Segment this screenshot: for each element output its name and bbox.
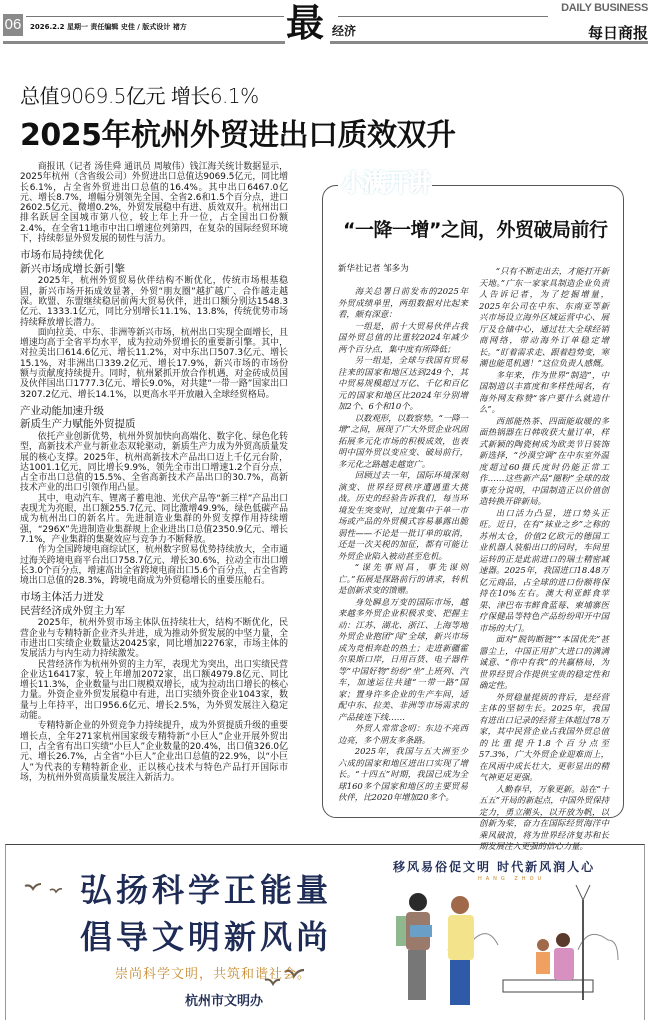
paragraph: 以数观形，以数察势。“一降一增”之间，展现了广大外贸企业巩固拓展多元化市场的积极成效，也表明中国外贸以变应变、破局前行，多元化之路越走越宽广。 [338, 412, 468, 469]
ad-right-subtitle: HANG ZHOU [478, 876, 546, 882]
section-heading: 市场主体活力迸发 [20, 591, 104, 604]
article-subtitle: 总值9069.5亿元 增长6.1% [20, 84, 259, 108]
ad-illustration [388, 880, 633, 1020]
sidebar-column-2 [479, 266, 609, 853]
section-heading: 产业动能加速升级 [20, 404, 104, 417]
paragraph: 依托产业创新优势，杭州外贸加快向高端化、数字化、绿色化转型，高新技术产业与新业态双轮驱动，新质生产力成为外贸高质量发展的核心支撑。2025年，杭州高新技术产品出口迈上千亿元台阶，达1001.1亿元，同比增长9.9%，领先全市出口增速1.2个百分点，占全市出口总值的15.5%、全省高新技术产品出口的30.7%，高新技术产业的出口引领作用凸显。 [20, 431, 288, 494]
sidebar-headline: “一降一增”之间，外贸破局前行 [343, 219, 608, 241]
paragraph: 外贸人常常念叨：东边不亮西边亮，多个朋友多条路。 [338, 723, 468, 745]
paragraph: 多年来，作为世界“制造”，中国制造以丰富度和多样性闻名，有海外网友称赞“客户要什么就造什么”。 [479, 369, 609, 414]
paragraph: 2025年，我国与五大洲至少六成的国家和地区进出口实现了增长。“十四五”时期，我国已成为全球160多个国家和地区的主要贸易伙伴，比2020年增加20多个。 [338, 746, 468, 802]
paragraph: “谋先事则昌，事先谋则亡。”拓展是探路前行的请求，转机是创新求变的馈赠。 [338, 562, 468, 595]
dateline: 2026.2.2 星期一 责任编辑 史佳 / 版式设计 褚方 [30, 23, 187, 31]
section-subheading: 民营经济成外贸主力军 [20, 604, 125, 617]
paragraph: 专精特新企业的外贸竞争力持续提升，成为外贸提质升级的重要增长点，全年271家杭州国家级专精特新“小巨人”企业开展外贸出口，占全省有出口实绩“小巨人”企业数量的20.4%，出口值326.0亿元、增长26.7%，占全省“小巨人”企业出口总值的22.9%，以“小巨人”为代表的专精特新企业，正以核心技术与特色产品打开国际市场，为杭州外贸高质量发展注入新活力。 [20, 721, 288, 783]
paragraph: 面对“脱钩断链”“本国优先”甚嚣尘上，中国正用扩大进口的满满诚意、“你中有我”的共赢格局，为世界经贸合作提供宝贵的稳定性和确定性。 [479, 634, 609, 690]
paragraph: 2025年，杭州外贸贸易伙伴结构不断优化，传统市场根基稳固，新兴市场开拓成效显著，外贸“朋友圈”越扩越广、合作越走越深。欧盟、东盟继续稳居前两大贸易伙伴，进出口额分别达1548.3亿元、1333.1亿元，同比分别增长11.1%、13.8%，传统优势市场持续释放增长潜力。 [20, 276, 288, 328]
paragraph: 身处瞬息万变的国际市场，越来越多外贸企业积极求变、把握主动：江苏、湖北、浙江、上海等地外贸企业抱团“闯”全球，新兴市场成为竞相奔赴的热土；走进新疆霍尔果斯口岸，日用百货、电子器件等“中国好物”纷纷“坐”上班列、汽车，加速运往共建“一带一路”国家；置身许多企业的生产车间，适配中东、拉美、非洲等市场需求的产品接连下线…… [338, 596, 468, 722]
paragraph: 作为全国跨境电商综试区，杭州数字贸易优势持续放大，全市通过海关跨境电商平台出口758.7亿元、增长30.6%，拉动全市出口增长3.0个百分点，增速高出全省跨境电商出口5.6个百分点，占全省跨境出口总值的28.3%，跨境电商成为外贸稳增长的重要压舱石。 [20, 545, 288, 587]
lead-paragraph: 商报讯（记者 汤佳舜 通讯员 周敏伟）钱江海关统计数据显示，2025年杭州（含省级公司）外贸进出口总值达9069.5亿元，同比增长6.1%，占全省外贸进出口总值的16.4%。其中出口6467.0亿元、增长8.7%，增幅分别领先全国、全省2.6和1.5个百分点，进口2602.5亿元、微增0.2%，外贸发展稳中有进、质效双升。杭州出口排名跃居全国城市第八位，较上年上升一位，占全国出口份额2.4%，在全省11地市中出口增速位列第四，在复杂的国际经贸环境下，持续彰显外贸发展的韧性与活力。 [20, 162, 288, 245]
ad-headline-1: 弘扬科学正能量 [80, 871, 333, 909]
paragraph: 民营经济作为杭州外贸的主力军，表现尤为突出，出口实绩民营企业达16417家，较上年增加2072家，出口额4979.8亿元、同比增长11.3%，企业数量与出口规模双增长，成为拉动出口增长的核心力量。外资企业外贸发展稳中有进，出口实绩外资企业1043家，数量与上年持平，出口956.6亿元、增长2.5%，为外贸发展注入稳定动能。 [20, 659, 288, 722]
sidebar-column-1 [338, 286, 468, 804]
paragraph: 人勤春早，万象更新。站在“十五五”开局的新起点，中国外贸保持定力，勇立潮头，以开放为帆，以创新为桨，奋力在国际经贸海洋中乘风破浪，将为世界经济复苏和长期发展注入更强的信心力量。 [479, 783, 609, 851]
article-title: 2025年杭州外贸进出口质效双升 [20, 118, 456, 153]
section-logo-char: 最 [286, 0, 325, 45]
paragraph: 2025年，杭州外贸市场主体队伍持续壮大，结构不断优化，民营企业与专精特新企业齐头并进，成为推动外贸发展的中坚力量，全市进出口实绩企业数量达20425家，同比增加2276家，市场主体的发展活力与内生动力持续激发。 [20, 618, 288, 660]
column-logo: 小满开讲 [338, 163, 432, 198]
header-rule [338, 16, 548, 17]
paragraph: 面向拉美、中东、非洲等新兴市场，杭州出口实现全面增长，且增速均高于全省平均水平，成为拉动外贸增长的重要新引擎。其中，对拉美出口614.6亿元、增长11.2%，对中东出口507.3亿元、增长15.1%，对非洲出口339.2亿元、增长17.9%，新兴市场的市场份额与贡献度持续提升。同时，杭州紧抓开放合作机遇，对金砖成员国及伙伴国出口1777.3亿元、增长9.0%，对共建“一带一路”国家出口3207.2亿元、增长14.1%，以更高水平开放融入全球经贸格局。 [20, 327, 288, 400]
sidebar-byline: 新华社记者 邹多为 [338, 264, 409, 274]
header-rule-thick [3, 41, 285, 44]
section-subheading: 新质生产力赋能外贸提质 [20, 418, 136, 431]
masthead-en: DAILY BUSINESS [561, 2, 648, 14]
paragraph: 一组是，前十大贸易伙伴占我国外贸总值的比重较2024年减少两个百分点，集中度有所降低； [338, 320, 468, 354]
ad-slogan: 崇尚科学文明，共筑和谐社会。 [115, 967, 312, 982]
article-body [20, 162, 288, 783]
paragraph: 回顾过去一年，国际环境深刻演变、世界经贸秩序遭遇重大挑战。历史的经验告诉我们，每当环境发生突变时，过度集中于单一市场或产品的外贸模式容易暴露出脆弱性——不论是一批订单的取消，还是一次关税的加征，都有可能让外贸企业陷入被动甚至危机。 [338, 470, 468, 561]
ad-right-title: 移风易俗促文明 时代新风润人心 [393, 860, 596, 874]
ad-headline-2: 倡导文明新风尚 [80, 918, 333, 956]
section-name: 经济 [332, 24, 357, 38]
paragraph: 其中，电动汽车、锂离子蓄电池、光伏产品等“新三样”产品出口表现尤为亮眼，出口额255.7亿元、同比激增49.9%，绿色低碳产品成为杭州出口的新名片。先进制造业集群的外贸支撑作用持续增强，“296X”先进制造业集群规上企业进出口总值2350.9亿元、增长7.1%，产业集群的集聚效应与竞争力不断释放。 [20, 493, 288, 545]
header-rule [26, 16, 284, 17]
section-heading: 市场布局持续优化 [20, 249, 104, 262]
ad-sponsor: 杭州市文明办 [185, 994, 264, 1009]
masthead-cn: 每日商报 [587, 24, 648, 42]
paragraph: 另一组是，全球与我国有贸易往来的国家和地区达到249个，其中贸易规模超过万亿、千亿和百亿元的国家和地区比2024年分别增加2个、6个和10个。 [338, 355, 468, 411]
paragraph: 外贸稳量提质的背后，是经营主体的坚韧生长。2025年，我国有进出口记录的经营主体超过78万家，其中民营企业占我国外贸总值的比重提升1.8个百分点至57.3%，广大外贸企业迎难而上，在风雨中成长壮大，更彰显出的精气神更足更强。 [479, 691, 609, 782]
paragraph: 西部能热茶、四面能取暖的多面热锅器在日韩收获大量订单，样式新颖的陶瓷树成为欧美节日装饰新选择，“沙漠空调”在中东室外温度超过60摄氏度时仍能正常工作……这些新产品“圈粉”全球的故事充分说明，中国制造正以价值创造转换开辟新局。 [479, 415, 609, 506]
page-number: 06 [3, 14, 23, 36]
paragraph: “只有不断走出去，才能打开新天地。”广东一家家具制造企业负责人告诉记者，为了挖掘增量，2025年公司在中东、东南亚等新兴市场设立海外区域运营中心、展厅及仓储中心，通过壮大全球经销商网络，带动海外订单稳定增长。“盯着需求走、跟着趋势变，寒潮也能觅机遇！”这位负责人感慨。 [479, 266, 609, 368]
section-subheading: 新兴市场成增长新引擎 [20, 262, 125, 275]
paragraph: 海关总署日前发布的2025年外贸成绩单里，两组数据对比起来看，颇有深意： [338, 286, 468, 319]
paragraph: 出口活力凸显，进口势头正旺。近日，在有“袜业之乡”之称的苏州太仓，价值2亿欧元的德国工业机器人装船出口的同时，车间里运转的正是此前进口的瑞士精密减速器。2025年，我国进口18.48万亿元商品，占全球的进口份额将保持在10%左右。澳大利亚鲜食苹果、津巴布韦鲜食蓝莓、柬埔寨医疗保健品等特色产品纷纷叩开中国市场的大门。 [479, 507, 609, 633]
